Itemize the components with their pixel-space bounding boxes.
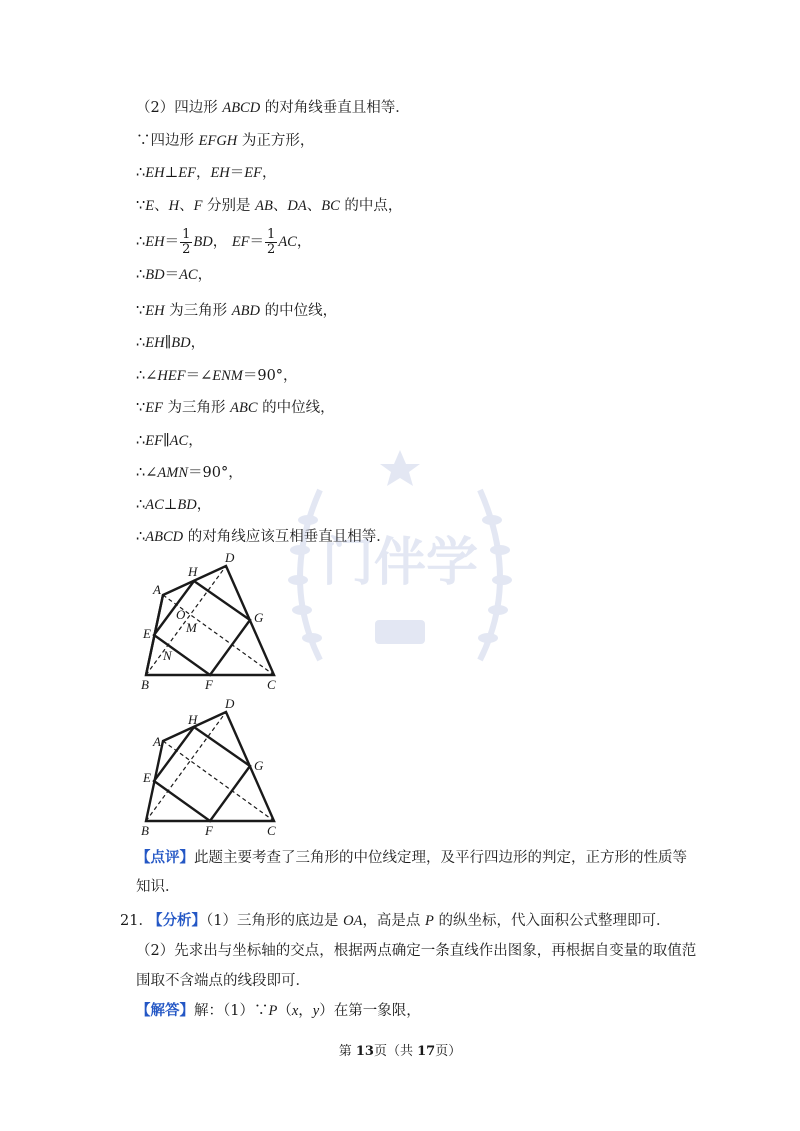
comment-line-2: 知识．: [136, 879, 180, 895]
proof-step: ∴EF∥AC，: [136, 433, 203, 449]
square-efgh-2: [154, 727, 250, 821]
fig1-label-M: M: [186, 620, 197, 635]
therefore-symbol: ∴: [136, 433, 146, 449]
fig1-label-D: D: [225, 550, 235, 565]
fig2-label-H: H: [188, 712, 198, 727]
fig2-label-E: E: [143, 770, 151, 785]
because-symbol: ∵: [136, 303, 146, 319]
therefore-symbol: ∴: [136, 529, 146, 545]
proof-step: ∵EH 为三角形 ABD 的中位线，: [136, 303, 338, 319]
therefore-symbol: ∴: [136, 465, 146, 481]
therefore-symbol: ∴: [136, 335, 146, 351]
analysis-line-2: （2）先求出与坐标轴的交点，根据两点确定一条直线作出图象，再根据自变量的取值范: [136, 943, 697, 959]
fig2-label-F: F: [205, 823, 213, 838]
figure-quadrilateral-2: [120, 696, 290, 838]
fig1-label-C: C: [267, 677, 276, 692]
analysis-line-3: 围取不含端点的线段即可．: [136, 973, 310, 989]
fig1-label-G: G: [254, 610, 264, 625]
fig2-label-B: B: [141, 823, 149, 838]
fig1-label-O: O: [176, 607, 186, 622]
answer-tag: 【解答】: [136, 1002, 194, 1019]
because-symbol: ∵: [136, 133, 151, 149]
watermark-text: 门伴学: [321, 533, 479, 593]
fig2-label-G: G: [254, 758, 264, 773]
proof-step: ∵E、H、F 分别是 AB、DA、BC 的中点，: [136, 198, 403, 214]
proof-step: ∴∠HEF＝∠ENM＝90°，: [136, 368, 298, 384]
proof-step: ∴∠AMN＝90°，: [136, 465, 243, 481]
therefore-symbol: ∴: [136, 497, 146, 513]
proof-step: ∴AC⊥BD，: [136, 497, 212, 513]
question-number: 21．: [120, 913, 153, 929]
proof-step: ∴BD＝AC，: [136, 267, 213, 283]
fig2-label-A: A: [153, 734, 161, 749]
proof-step: ∴ABCD 的对角线应该互相垂直且相等．: [136, 529, 391, 545]
because-symbol: ∵: [136, 198, 146, 214]
because-symbol: ∵: [136, 400, 146, 416]
page-footer: 第 13页（共 17页）: [338, 1044, 462, 1059]
fig1-label-B: B: [141, 677, 149, 692]
fig1-label-F: F: [205, 677, 213, 692]
fig1-label-E: E: [143, 626, 151, 641]
proof-step: ∴EH⊥EF，EH＝EF，: [136, 165, 277, 181]
fig2-label-D: D: [225, 696, 235, 711]
therefore-symbol: ∴: [136, 368, 146, 384]
proof-step: ∵四边形 EFGH 为正方形，: [136, 133, 315, 149]
fraction-one-half: $\frac{1}{2}$: [267, 226, 276, 257]
therefore-symbol: ∴: [136, 165, 146, 181]
fig1-label-A: A: [153, 582, 161, 597]
comment-tag: 【点评】: [136, 849, 194, 866]
fig2-label-C: C: [267, 823, 276, 838]
therefore-symbol: ∴: [136, 267, 146, 283]
comment-line: 【点评】此题主要考查了三角形的中位线定理，及平行四边形的判定，正方形的性质等: [136, 849, 687, 866]
proof-step: ∴EH∥BD，: [136, 335, 206, 351]
analysis-line-1: 【分析】（1）三角形的底边是 OA，高是点 P 的纵坐标，代入面积公式整理即可．: [148, 912, 671, 929]
part2-intro: （2）四边形 ABCD 的对角线垂直且相等．: [136, 100, 410, 116]
analysis-tag: 【分析】: [148, 912, 206, 929]
fig1-label-N: N: [163, 648, 172, 663]
watermark-logo: [280, 440, 520, 700]
fig1-label-H: H: [188, 564, 198, 579]
proof-step: ∵EF 为三角形 ABC 的中位线，: [136, 400, 335, 416]
midline-length-equation: ∴EH＝ $\frac{1}{2}$ BD， EF＝ $\frac{1}{2}$ AC，: [136, 226, 312, 257]
answer-line-1: 【解答】解：（1）∵P（x，y）在第一象限，: [136, 1002, 421, 1019]
fraction-one-half: $\frac{1}{2}$: [182, 226, 191, 257]
figure-quadrilateral-1: [120, 550, 290, 692]
